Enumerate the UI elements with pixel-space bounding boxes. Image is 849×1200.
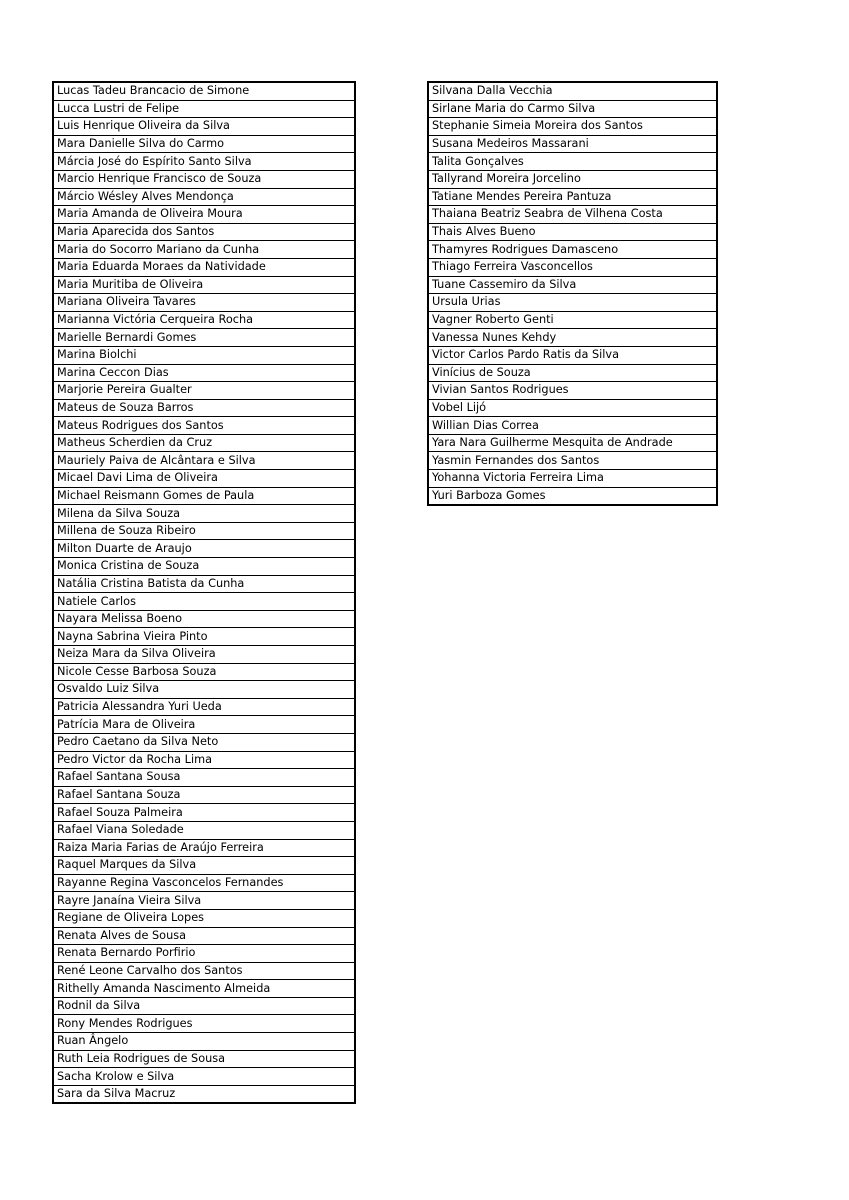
table-row (428, 170, 717, 188)
name-cell: Regiane de Oliveira Lopes (53, 909, 355, 927)
name-cell: Michael Reismann Gomes de Paula (53, 487, 355, 505)
table-row (53, 276, 355, 294)
name-cell: Rafael Souza Palmeira (53, 804, 355, 822)
name-cell: Maria do Socorro Mariano da Cunha (53, 241, 355, 259)
table-row (53, 294, 355, 312)
name-cell: Mariana Oliveira Tavares (53, 294, 355, 312)
table-row (53, 382, 355, 400)
table-row (428, 100, 717, 118)
name-cell: Thamyres Rodrigues Damasceno (428, 241, 717, 259)
name-cell: Vanessa Nunes Kehdy (428, 329, 717, 347)
name-cell: Lucca Lustri de Felipe (53, 100, 355, 118)
name-cell: Thais Alves Bueno (428, 223, 717, 241)
name-cell: Vobel Lijó (428, 399, 717, 417)
table-row (53, 945, 355, 963)
table-row (428, 470, 717, 488)
name-cell: Rafael Santana Souza (53, 786, 355, 804)
names-table-left (52, 81, 356, 1104)
name-cell: Patricia Alessandra Yuri Ueda (53, 698, 355, 716)
table-row (53, 962, 355, 980)
name-cell: Willian Dias Correa (428, 417, 717, 435)
table-row (428, 258, 717, 276)
table-row (53, 804, 355, 822)
table-row (428, 329, 717, 347)
table-row (53, 1050, 355, 1068)
name-cell: Luis Henrique Oliveira da Silva (53, 118, 355, 136)
table-row (53, 1085, 355, 1103)
name-cell: Yara Nara Guilherme Mesquita de Andrade (428, 434, 717, 452)
name-cell: Rafael Santana Sousa (53, 769, 355, 787)
table-row (53, 470, 355, 488)
name-cell: Maria Amanda de Oliveira Moura (53, 206, 355, 224)
name-cell: Lucas Tadeu Brancacio de Simone (53, 82, 355, 100)
table-row (428, 382, 717, 400)
table-row (53, 118, 355, 136)
table-row (53, 909, 355, 927)
table-row (428, 82, 717, 100)
name-cell: Vivian Santos Rodrigues (428, 382, 717, 400)
table-row (428, 487, 717, 505)
table-row (53, 558, 355, 576)
name-cell: Yasmin Fernandes dos Santos (428, 452, 717, 470)
name-cell: Mauriely Paiva de Alcântara e Silva (53, 452, 355, 470)
table-row (53, 346, 355, 364)
names-table-right-body (428, 82, 717, 505)
table-row (53, 153, 355, 171)
table-row (53, 452, 355, 470)
name-cell: Marielle Bernardi Gomes (53, 329, 355, 347)
table-row (428, 223, 717, 241)
table-row (53, 399, 355, 417)
table-row (53, 1015, 355, 1033)
table-row (53, 821, 355, 839)
table-row (428, 346, 717, 364)
name-cell: Matheus Scherdien da Cruz (53, 434, 355, 452)
name-cell: Ruth Leia Rodrigues de Sousa (53, 1050, 355, 1068)
name-cell: Ruan Ângelo (53, 1033, 355, 1051)
name-cell: Sacha Krolow e Silva (53, 1068, 355, 1086)
name-cell: Nayara Melissa Boeno (53, 610, 355, 628)
name-cell: Nicole Cesse Barbosa Souza (53, 663, 355, 681)
name-cell: Mateus Rodrigues dos Santos (53, 417, 355, 435)
table-row (53, 417, 355, 435)
name-cell: Vagner Roberto Genti (428, 311, 717, 329)
names-table-right (427, 81, 718, 506)
name-cell: Marina Biolchi (53, 346, 355, 364)
name-cell: Rayanne Regina Vasconcelos Fernandes (53, 874, 355, 892)
table-row (53, 681, 355, 699)
name-cell: Natiele Carlos (53, 593, 355, 611)
table-row (53, 82, 355, 100)
table-row (428, 241, 717, 259)
table-row (53, 663, 355, 681)
table-row (53, 733, 355, 751)
name-cell: Neiza Mara da Silva Oliveira (53, 646, 355, 664)
name-cell: Thaiana Beatriz Seabra de Vilhena Costa (428, 206, 717, 224)
table-row (428, 153, 717, 171)
table-row (53, 716, 355, 734)
name-cell: Rodnil da Silva (53, 997, 355, 1015)
table-row (53, 1033, 355, 1051)
table-row (53, 839, 355, 857)
table-row (428, 417, 717, 435)
name-cell: René Leone Carvalho dos Santos (53, 962, 355, 980)
table-row (53, 892, 355, 910)
name-cell: Maria Muritiba de Oliveira (53, 276, 355, 294)
name-cell: Rayre Janaína Vieira Silva (53, 892, 355, 910)
name-cell: Marianna Victória Cerqueira Rocha (53, 311, 355, 329)
name-cell: Yohanna Victoria Ferreira Lima (428, 470, 717, 488)
name-cell: Pedro Victor da Rocha Lima (53, 751, 355, 769)
table-row (428, 364, 717, 382)
table-row (53, 698, 355, 716)
name-cell: Yuri Barboza Gomes (428, 487, 717, 505)
table-row (53, 100, 355, 118)
table-row (53, 434, 355, 452)
table-row (428, 294, 717, 312)
table-row (428, 135, 717, 153)
name-cell: Osvaldo Luiz Silva (53, 681, 355, 699)
name-cell: Marina Ceccon Dias (53, 364, 355, 382)
table-row (53, 540, 355, 558)
names-table-left-body (53, 82, 355, 1103)
name-cell: Marcio Henrique Francisco de Souza (53, 170, 355, 188)
name-cell: Raquel Marques da Silva (53, 857, 355, 875)
name-cell: Tatiane Mendes Pereira Pantuza (428, 188, 717, 206)
table-row (53, 769, 355, 787)
name-cell: Márcia José do Espírito Santo Silva (53, 153, 355, 171)
table-row (53, 170, 355, 188)
table-row (428, 206, 717, 224)
name-cell: Mara Danielle Silva do Carmo (53, 135, 355, 153)
table-row (53, 241, 355, 259)
name-cell: Marjorie Pereira Gualter (53, 382, 355, 400)
table-row (53, 927, 355, 945)
table-row (428, 452, 717, 470)
table-row (53, 364, 355, 382)
table-row (428, 399, 717, 417)
table-row (428, 188, 717, 206)
table-row (53, 135, 355, 153)
table-row (53, 593, 355, 611)
name-cell: Susana Medeiros Massarani (428, 135, 717, 153)
name-cell: Silvana Dalla Vecchia (428, 82, 717, 100)
name-cell: Pedro Caetano da Silva Neto (53, 733, 355, 751)
table-row (53, 610, 355, 628)
table-row (53, 487, 355, 505)
name-cell: Tallyrand Moreira Jorcelino (428, 170, 717, 188)
name-cell: Maria Eduarda Moraes da Natividade (53, 258, 355, 276)
name-cell: Raiza Maria Farias de Araújo Ferreira (53, 839, 355, 857)
table-row (53, 751, 355, 769)
name-cell: Milena da Silva Souza (53, 505, 355, 523)
table-row (53, 575, 355, 593)
table-row (53, 188, 355, 206)
table-row (53, 206, 355, 224)
name-cell: Milton Duarte de Araujo (53, 540, 355, 558)
name-cell: Renata Bernardo Porfirio (53, 945, 355, 963)
table-row (428, 311, 717, 329)
name-cell: Rony Mendes Rodrigues (53, 1015, 355, 1033)
name-cell: Rafael Viana Soledade (53, 821, 355, 839)
table-row (428, 276, 717, 294)
name-cell: Ursula Urias (428, 294, 717, 312)
table-row (53, 311, 355, 329)
table-row (53, 522, 355, 540)
name-cell: Patrícia Mara de Oliveira (53, 716, 355, 734)
table-row (53, 997, 355, 1015)
table-row (53, 980, 355, 998)
name-cell: Monica Cristina de Souza (53, 558, 355, 576)
table-row (53, 646, 355, 664)
name-cell: Millena de Souza Ribeiro (53, 522, 355, 540)
table-row (428, 434, 717, 452)
table-row (53, 329, 355, 347)
name-cell: Nayna Sabrina Vieira Pinto (53, 628, 355, 646)
name-cell: Talita Gonçalves (428, 153, 717, 171)
name-cell: Stephanie Simeia Moreira dos Santos (428, 118, 717, 136)
table-row (53, 628, 355, 646)
table-row (53, 874, 355, 892)
name-cell: Thiago Ferreira Vasconcellos (428, 258, 717, 276)
name-cell: Sirlane Maria do Carmo Silva (428, 100, 717, 118)
table-row (53, 857, 355, 875)
name-cell: Victor Carlos Pardo Ratis da Silva (428, 346, 717, 364)
name-cell: Mateus de Souza Barros (53, 399, 355, 417)
name-cell: Micael Davi Lima de Oliveira (53, 470, 355, 488)
name-cell: Rithelly Amanda Nascimento Almeida (53, 980, 355, 998)
name-cell: Vinícius de Souza (428, 364, 717, 382)
name-cell: Natália Cristina Batista da Cunha (53, 575, 355, 593)
table-row (53, 786, 355, 804)
name-cell: Maria Aparecida dos Santos (53, 223, 355, 241)
name-cell: Márcio Wésley Alves Mendonça (53, 188, 355, 206)
table-row (53, 258, 355, 276)
table-row (53, 505, 355, 523)
name-cell: Tuane Cassemiro da Silva (428, 276, 717, 294)
table-row (428, 118, 717, 136)
table-row (53, 1068, 355, 1086)
name-cell: Sara da Silva Macruz (53, 1085, 355, 1103)
name-cell: Renata Alves de Sousa (53, 927, 355, 945)
table-row (53, 223, 355, 241)
